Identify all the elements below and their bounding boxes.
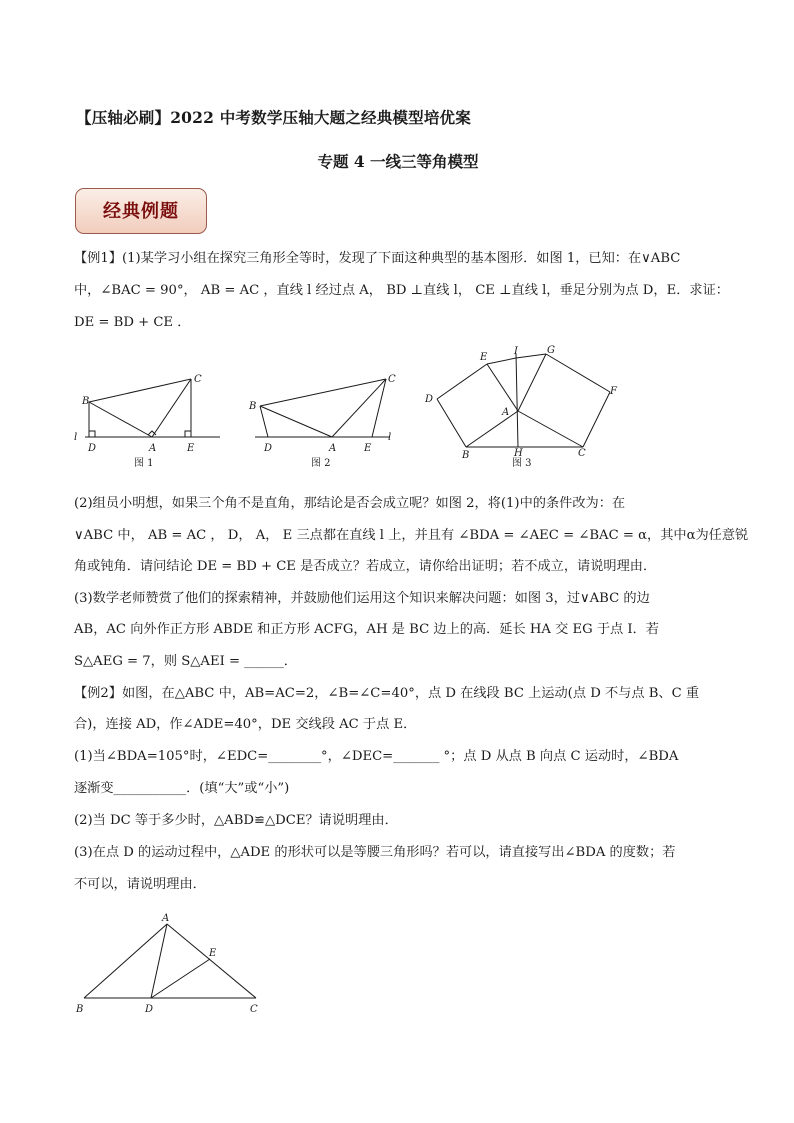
- example2-line-5: (2)当 DC 等于多少时，△ABD≌△DCE？请说明理由．: [74, 813, 398, 828]
- example1-part2-line-2: ∨ABC 中， AB = AC ， D， A， E 三点都在直线 l 上，并且有 ∠BDA = ∠AEC = ∠BAC = α，其中α为任意锐: [74, 528, 749, 543]
- example2-line-2: 合)，连接 AD，作∠ADE=40°，DE 交线段 AC 于点 E．: [74, 717, 417, 732]
- ex2-label-a: A: [162, 913, 170, 924]
- fig2-label-l: l: [388, 432, 392, 443]
- figure-2: [240, 368, 410, 468]
- fig2-label-a: A: [329, 443, 337, 454]
- example1-line-3: DE = BD + CE ．: [74, 315, 191, 330]
- fig3-segment-bd: [437, 399, 466, 447]
- ex2-label-d: D: [145, 1004, 154, 1015]
- ex2-segment-ac: [167, 924, 256, 998]
- fig2-segment-ba: [260, 406, 332, 437]
- fig2-segment-bc: [260, 379, 386, 406]
- example2-line-7: 不可以，请说明理由．: [74, 877, 206, 892]
- ex2-segment-de: [151, 959, 210, 998]
- document-subtitle: 专题 4 一线三等角模型: [317, 152, 479, 171]
- example1-part3-line-2: AB，AC 向外作正方形 ABDE 和正方形 ACFG，AH 是 BC 边上的高．延长 HA 交 EG 于点 I．若: [74, 622, 659, 637]
- fig1-label-e: E: [187, 443, 195, 454]
- ex2-label-e: E: [209, 948, 217, 959]
- example1-line-2: 中，∠BAC = 90°， AB = AC ，直线 l 经过点 A， BD ⊥直线 l， CE ⊥直线 l，垂足分别为点 D，E．求证：: [74, 283, 729, 298]
- example2-figure: [70, 908, 270, 1018]
- fig2-label-e: E: [364, 443, 372, 454]
- fig3-label-g: G: [547, 345, 555, 356]
- fig2-label-d: D: [264, 443, 273, 454]
- fig3-segment-ih: [516, 354, 518, 447]
- fig3-label-h: H: [514, 448, 523, 459]
- fig2-segment-ce: [372, 379, 386, 437]
- fig3-label-i: I: [514, 346, 518, 357]
- fig3-segment-gf: [546, 354, 610, 392]
- fig3-label-f: F: [610, 386, 617, 397]
- ex2-segment-ad: [151, 924, 167, 998]
- section-badge-label: 经典例题: [103, 201, 179, 222]
- fig3-segment-fc: [583, 392, 610, 447]
- fig3-segment-ac: [518, 411, 583, 447]
- example1-part2-line-3: 角或钝角．请问结论 DE = BD + CE 是否成立？若成立，请你给出证明；若不成立，请说明理由．: [74, 559, 657, 574]
- fig1-label-c: C: [194, 374, 202, 385]
- fig2-caption: 图 2: [311, 458, 331, 469]
- ex2-label-c: C: [250, 1004, 258, 1015]
- figure-3: [420, 342, 620, 472]
- example1-line-1: 【例1】(1)某学习小组在探究三角形全等时，发现了下面这种典型的基本图形．如图 1，已知：在∨ABC: [74, 251, 681, 266]
- fig3-segment-ea: [487, 364, 518, 411]
- example2-line-4: 逐渐变___________．(填“大”或“小”): [74, 781, 290, 796]
- fig1-segment-ac: [152, 379, 191, 437]
- fig2-segment-ac: [332, 379, 386, 437]
- fig3-label-d: D: [425, 394, 434, 405]
- fig1-label-l: l: [74, 432, 78, 443]
- fig1-segment-bc: [89, 379, 191, 402]
- fig2-label-c: C: [388, 374, 396, 385]
- fig1-caption: 图 1: [134, 458, 154, 469]
- fig3-label-c: C: [578, 448, 586, 459]
- example2-line-1: 【例2】如图，在△ABC 中，AB=AC=2，∠B=∠C=40°，点 D 在线段 BC 上运动(点 D 不与点 B、C 重: [74, 686, 700, 701]
- example1-part3-line-1: (3)数学老师赞赏了他们的探索精神，并鼓励他们运用这个知识来解决问题：如图 3，过∨ABC 的边: [74, 591, 650, 606]
- ex2-label-b: B: [76, 1004, 84, 1015]
- fig2-segment-bd: [260, 406, 268, 437]
- fig1-label-d: D: [88, 443, 97, 454]
- example1-part3-line-3: S△AEG = 7，则 S△AEI = ______．: [74, 654, 297, 669]
- example2-line-3: (1)当∠BDA=105°时，∠EDC=________°，∠DEC=_______ °；点 D 从点 B 向点 C 运动时，∠BDA: [74, 749, 679, 764]
- fig1-right-angle-d: [89, 431, 95, 437]
- fig3-segment-ig: [516, 354, 546, 358]
- fig1-label-a: A: [149, 443, 157, 454]
- fig3-segment-ag: [518, 354, 546, 411]
- document-title: 【压轴必刷】2022 中考数学压轴大题之经典模型培优案: [76, 108, 471, 127]
- figure-1: [70, 368, 230, 468]
- fig3-label-a: A: [502, 407, 510, 418]
- section-badge: [75, 188, 207, 234]
- fig2-label-b: B: [249, 401, 257, 412]
- fig1-segment-ba: [89, 402, 152, 437]
- fig1-label-b: B: [82, 396, 90, 407]
- fig3-segment-de: [437, 364, 487, 399]
- fig1-right-angle-e: [185, 431, 191, 437]
- fig3-segment-ba: [466, 411, 518, 447]
- example1-part2-line-1: (2)组员小明想，如果三个角不是直角，那结论是否会成立呢？如图 2，将(1)中的条件改为：在: [74, 496, 626, 511]
- fig3-label-e: E: [480, 352, 488, 363]
- fig3-caption: 图 3: [512, 458, 532, 469]
- fig3-label-b: B: [462, 450, 470, 461]
- ex2-segment-ab: [84, 924, 167, 998]
- example2-line-6: (3)在点 D 的运动过程中，△ADE 的形状可以是等腰三角形吗？若可以，请直接写出∠BDA 的度数；若: [74, 845, 676, 860]
- fig3-segment-ei: [487, 358, 516, 364]
